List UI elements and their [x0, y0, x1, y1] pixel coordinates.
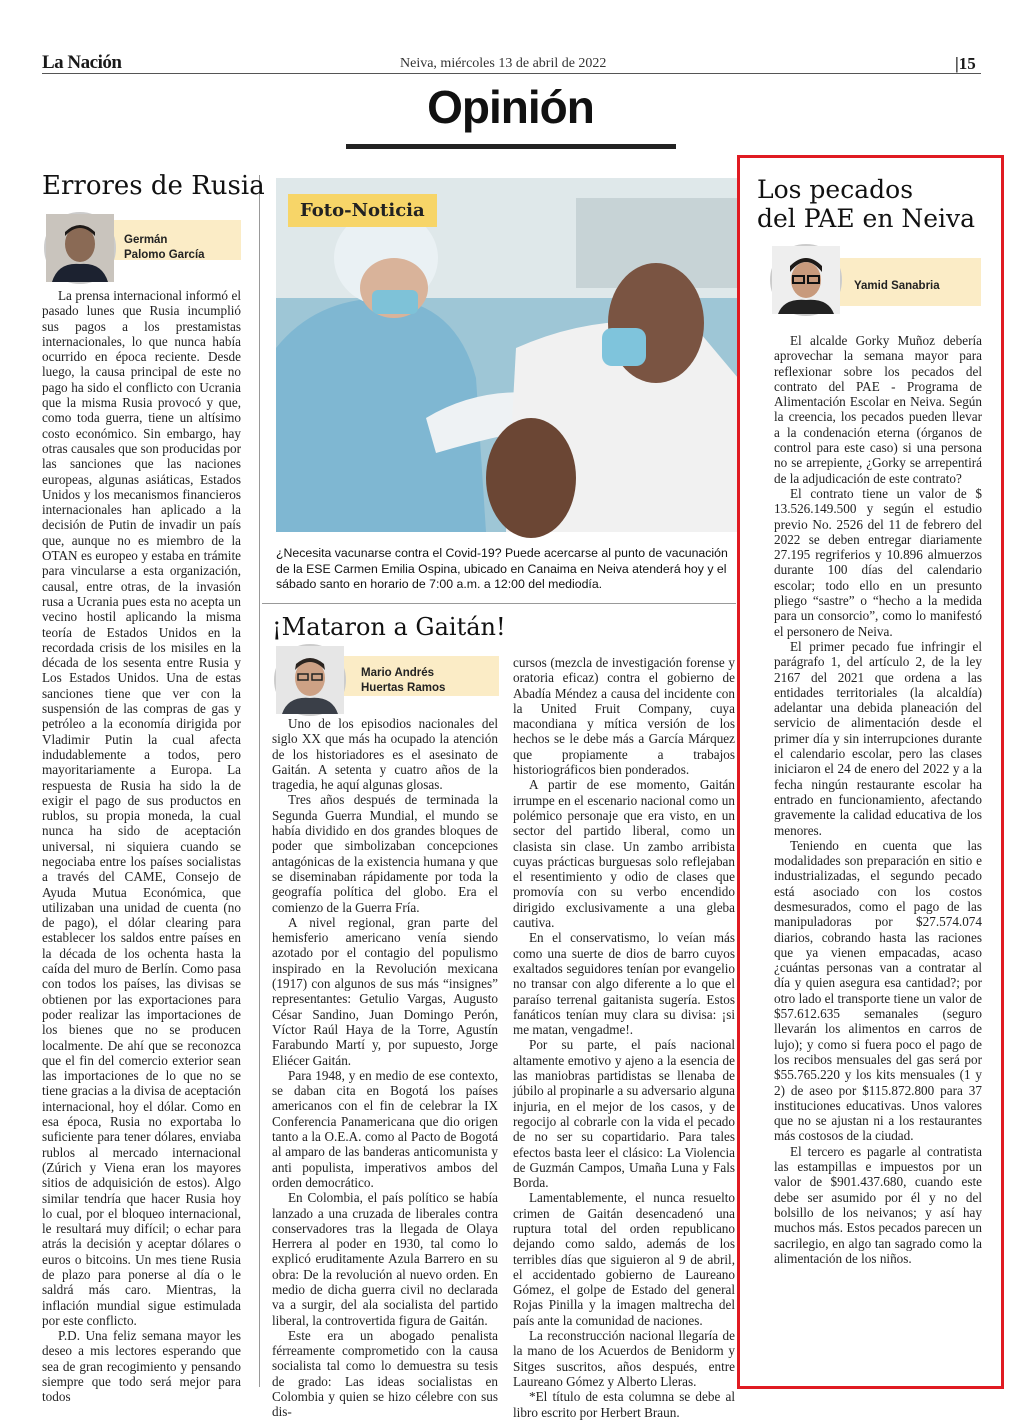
- article-body-pae: [774, 333, 982, 1266]
- paragraph: A nivel regional, gran parte del hemisferio americano venía siendo azotado por el contagio del populismo inspirado en la Revolución mexicana (1917) con algunos de sus más “insignes” representantes: Getulio Vargas, Augusto César Sandino, Juan Domingo Perón, Víctor Raúl Haya de la Torre, Agustín Farabundo Martí y, por supuesto, Jorge Eliécer Gaitán.: [272, 914, 498, 1068]
- paragraph: Tres años después de terminada la Segunda Guerra Mundial, el mundo se había dividido en dos grandes bloques de poder que simbolizaban concepciones antagónicas de la existencia humana y que se diseminaban rápidamente por toda la geografía política del globo. Era el comienzo de la Guerra Fría.: [272, 792, 498, 915]
- paragraph: Lamentablemente, el nunca resuelto crimen de Gaitán desencadenó una ruptura total del orden republicano dejando como saldo, además de los terribles días que siguieron al 9 de abril, el accidentado gobierno de Laureano Gómez, el golpe de Estado del general Rojas Pinilla y la imagen maltrecha del país ante la comunidad de naciones.: [513, 1190, 735, 1328]
- page-number-value: 15: [958, 54, 976, 73]
- photo-divider: [262, 603, 736, 604]
- paragraph: A partir de ese momento, Gaitán irrumpe en el escenario nacional como un polémico personaje que era visto, en un sector del partido liberal, como un clasista sin clase. Un zambo arribista cuyas prácticas burguesas solo reflejaban el resentimiento y odio de clases que promovía con su verbo encendido dirigido exclusivamente a una gleba cautiva.: [513, 777, 735, 931]
- page-number: |15: [955, 54, 976, 73]
- paragraph: Por su parte, el país nacional altamente emotivo y ajeno a la esencia de las maniobras partidistas se llenaba de júbilo al propinarle a su adversario alguna injuria, en el mejor de los casos, y de regocijo al cobrarle con la vida el pecado de no ser su copartidario. Para tales efectos basta leer el clásico: La Violencia de Guzmán Campos, Umaña Luna y Fals Borda.: [513, 1037, 735, 1191]
- paragraph: Teniendo en cuenta que las modalidades son preparación en sitio e industrializadas, el segundo pecado está asociado con los costos desmesurados, como el pago de las manipuladoras por $27.574.074 diarios, cobrando hasta las raciones que ya vienen empacadas, acaso ¿cuántas personas van a contratar al día y quien asegura esa cantidad?; por otro lado el transporte tiene un valor de $57.612.635 semanales (seguro llevarán los alimentos en carros de lujo); y como si fuera poco el pago de los recibos mensuales del gas será por $55.765.220 y los kits mensuales (1 y 2) de aseo por $115.872.800 para 37 instituciones educativas. Unos valores que no se ajustan ni a los restaurantes más costosos de la ciudad.: [774, 837, 982, 1144]
- column-divider-left: [259, 175, 260, 1387]
- author-name: Germán Palomo García: [124, 234, 205, 261]
- newspaper-logo: La Nación: [42, 52, 122, 73]
- paragraph: El alcalde Gorky Muñoz debería aprovechar la semana mayor para reflexionar sobre los pecados del contrato del PAE - Programa de Alimentación Escolar en Neiva. Según la creencia, los pecados pueden llevar a la condenación eterna (órganos de control para este caso) si una persona no se arrepiente, ¿Gorky se arrepentirá de la adjudicación de este contrato?: [774, 333, 982, 486]
- paragraph: El tercero es pagarle al contratista las estampillas e impuestos por un valor de $901.437.680, cuando este debe ser asumido por él y no del bolsillo de los neivanos; y así hay muchos más. Estos pecados parecen un sacrilegio, en algo tan sagrado como la alimentación de los niños.: [774, 1143, 982, 1266]
- paragraph: *El título de esta columna se debe al libro escrito por Herbert Braun.: [513, 1389, 735, 1420]
- paragraph: El contrato tiene un valor de $ 13.526.149.500 y según el estudio previo No. 2526 del 11 de febrero del 2022 se deben entregar diariamente 27.195 regriferios y 10.896 almuerzos durante 100 días del calendario escolar; todo ello en un presunto pliego “sastre” o “hecho a la medida para un consorcio”, como lo manifestó el personero de Neiva.: [774, 485, 982, 639]
- author-photo-icon: [772, 246, 840, 314]
- author-name: Yamid Sanabria: [854, 280, 940, 292]
- article-body-gaitan-col1: [272, 716, 498, 1420]
- author-avatar: [274, 644, 346, 716]
- article-body-errores: [42, 288, 241, 1405]
- photo-caption: ¿Necesita vacunarse contra el Covid-19? Puede acercarse al punto de vacunación de la ESE Carmen Emilia Ospina, ubicado en Canaima en Neiva atenderá hoy y el sábado santo en horario de 7:00 a.m. a 12:00 del mediodía.: [276, 546, 728, 591]
- author-name: Mario Andrés Huertas Ramos: [361, 667, 446, 694]
- author-photo-icon: [46, 214, 114, 282]
- masthead-rule: [42, 73, 981, 74]
- article-title-gaitan: ¡Mataron a Gaitán!: [272, 613, 506, 641]
- paragraph: En el conservatismo, lo veían más como una suerte de dios de barro cuyos exaltados seguidores tenían por evangelio no transar con algo diferente a lo que el paraíso terrenal gaitanista sugería. Estos fanáticos tenían muy clara su divisa: ¡si me matan, vengadme!.: [513, 930, 735, 1038]
- author-photo-icon: [276, 646, 344, 714]
- issue-date: Neiva, miércoles 13 de abril de 2022: [400, 56, 607, 71]
- section-underline: [346, 144, 676, 149]
- paragraph: Uno de los episodios nacionales del siglo XX que más ha ocupado la atención de los historiadores es el asesinato de Gaitán. A setenta y cuatro años de la tragedia, he aquí algunas glosas.: [272, 716, 498, 793]
- author-avatar: [770, 244, 842, 316]
- article-title-errores: Errores de Rusia: [42, 171, 265, 201]
- news-photo: [276, 178, 738, 532]
- paragraph: En Colombia, el país político se había lanzado a una cruzada de liberales contra conservadores tras la llegada de Olaya Herrera al poder en 1930, tal como lo explicó eruditamente Azula Barrero en su obra: De la revolución al nuevo orden. En medio de dicha guerra civil no declarada va a surgir, del ala socialista del partido liberal, la controvertida figura de Gaitán.: [272, 1190, 498, 1328]
- paragraph: La reconstrucción nacional llegaría de la mano de los Acuerdos de Benidorm y Sitges suscritos, años después, entre Laureano Gómez y Alberto Lleras.: [513, 1328, 735, 1389]
- foto-noticia-label: Foto-Noticia: [288, 194, 437, 227]
- paragraph: P.D. Una feliz semana mayor les deseo a mis lectores esperando que sea de gran recogimiento y pensando siempre que todo será mejor para todos: [42, 1328, 241, 1405]
- article-body-gaitan-col2: [513, 655, 735, 1420]
- section-title: Opinión: [427, 81, 594, 133]
- paragraph: Para 1948, y en medio de ese contexto, se daban cita en Bogotá los países americanos con el fin de celebrar la IX Conferencia Panamericana que dio origen tanto a la O.E.A. como al Pacto de Bogotá al amparo de las banderas anticomunista y anti populista, imperativos ambos del orden democrático.: [272, 1067, 498, 1190]
- paragraph: cursos (mezcla de investigación forense y oratoria eficaz) contra el gobierno de Abadía Méndez a causa del incidente con la United Fruit Company, cuya macondiana y mítica versión de los hechos se le debe más a García Márquez que propiamente a trabajos historiográficos bien ponderados.: [513, 655, 735, 778]
- article-title-pae: Los pecados del PAE en Neiva: [757, 175, 976, 233]
- author-avatar: [44, 212, 116, 284]
- paragraph: El primer pecado fue infringir el parágrafo 1, del artículo 2, de la ley 2167 del 2021 que ordena a las entidades territoriales (la alcaldía) adelantar una debida planeación del servicio de alimentación desde el primer día y sin interrupciones durante el calendario escolar, pero las clases iniciaron el 24 de enero del 2022 y a la fecha ningún restaurante escolar ha entrado en funcionamiento, afectando gravemente la calidad educativa de los menores.: [774, 638, 982, 838]
- paragraph: Este era un abogado penalista férreamente comprometido con la causa socialista tal como lo demuestra su tesis de grado: Las ideas socialistas en Colombia y quien se hizo célebre con sus dis-: [272, 1327, 498, 1420]
- paragraph: La prensa internacional informó el pasado lunes que Rusia incumplió sus pagos a los prestamistas internacionales, lo que nunca había ocurrido en época reciente. Desde luego, la causa principal de este no pago ha sido el conflicto con Ucrania que la misma Rusia provocó y que, como toda guerra, tiene un altísimo costo económico. Sin embargo, hay otras causales que son producidas por las sanciones que las naciones europeas, algunas asiáticas, Estados Unidos y los mecanismos financieros internacionales han aplicado a la decisión de Putin de invadir un país que, aunque no es miembro de la OTAN es europeo y estaba en trámite para vincularse a esta organización, causal, entre otras, de la invasión rusa a Ucrania pues esta no acepta un vecino hostil aplicando la misma teoría de Estados Unidos en la recordada crisis de los misiles en la década de los sesenta entre Rusia y Los Estados Unidos. Una de estas sanciones tiene que ver con la suspensión de las compras de gas y petróleo a la economía dirigida por Vladimir Putin la cual afecta indudablemente a todos, pero mayoritariamente a Europa. La respuesta de Rusia ha sido la de exigir el pago de sus productos en rublos, su propia moneda, la cual nunca ha sido de aceptación universal, ni siquiera cuando se negociaba entre los países socialistas a través del CAME, Consejo de Ayuda Mutua Económica, que utilizaban una unidad de cuenta (no de pago), el dólar clearing para establecer los saldos entre países en la década de los ochenta hasta la caída del muro de Berlín. Como pasa con todos los países, las divisas se obtienen por las exportaciones para poder realizar las importaciones de los bienes que no se producen localmente. De ahí que se reconozca que el fin del comercio exterior sean las importaciones de lo que no se tiene gracias a la divisa de aceptación internacional, hoy el dólar. Como en esa época, Rusia no exportaba lo suficiente para tener dólares, enviaba rublos al mercado internacional (Zúrich y Viena eran los mayores sitios de adquisición de estos). Algo similar tendría que hacer Rusia hoy lo cual, por el bloqueo internacional, le resultará muy difícil; o echar para atrás la decisión y aceptar dólares o euros o bitcoins. Un mes tiene Rusia de plazo para ponerse al día o le saldrá más caro. Mientras, la inflación mundial sigue estimulada por este conflicto.: [42, 288, 241, 1328]
- vaccination-photo-icon: [276, 178, 738, 532]
